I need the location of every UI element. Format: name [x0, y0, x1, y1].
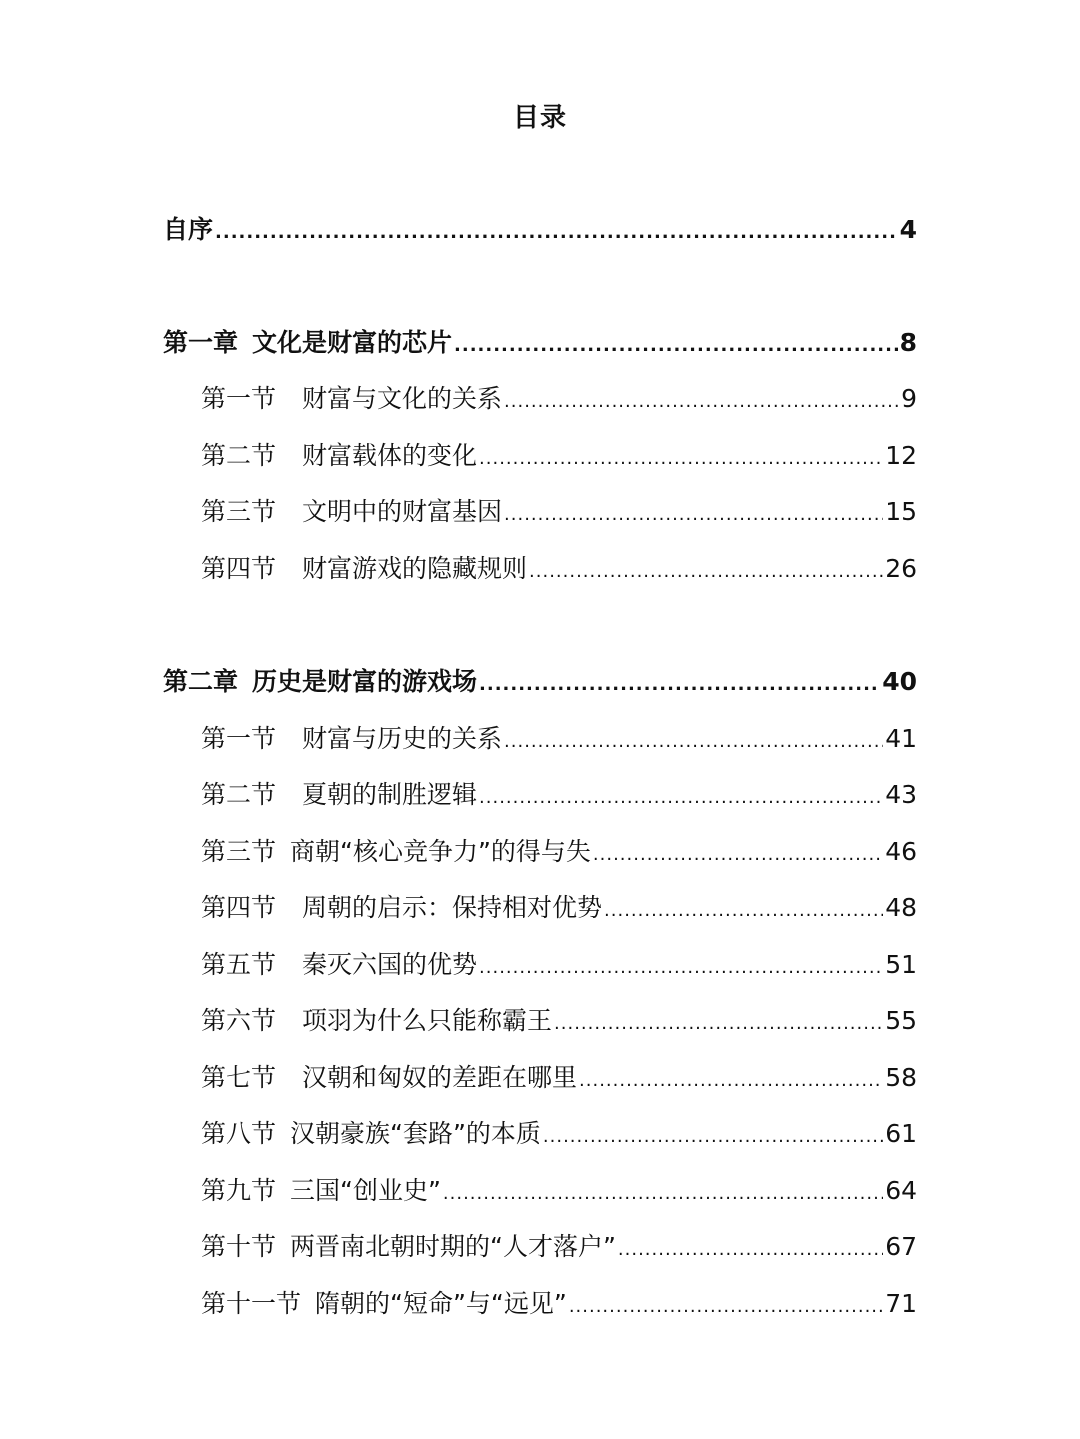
- entry-label: [201, 1227, 616, 1267]
- dot-leader: [618, 1230, 883, 1270]
- page-number: 55: [885, 1006, 917, 1035]
- entry-title: 财富载体的变化: [302, 441, 478, 470]
- toc-entry-section[interactable]: [201, 549, 917, 589]
- toc-entry-chapter-2[interactable]: [163, 662, 917, 702]
- entry-label: [163, 662, 477, 702]
- dot-leader: [569, 1287, 883, 1327]
- page-number: 26: [885, 554, 917, 583]
- entry-label: [163, 210, 213, 250]
- section-number: 第七节: [201, 1063, 277, 1092]
- toc-entry-chapter-1[interactable]: [163, 323, 917, 363]
- toc-entry-section[interactable]: [201, 492, 917, 532]
- toc-entry-section[interactable]: [201, 1171, 917, 1211]
- entry-label: [201, 1001, 552, 1041]
- page-number: 4: [899, 215, 917, 244]
- page-number: 43: [885, 780, 917, 809]
- toc-entry-preface[interactable]: [163, 210, 917, 250]
- page-number: 9: [901, 384, 917, 413]
- dot-leader: [554, 1004, 883, 1044]
- entry-label: [201, 945, 477, 985]
- entry-label: [201, 1171, 441, 1211]
- section-number: 第二节: [201, 441, 277, 470]
- dot-leader: [454, 326, 898, 366]
- page-number: 71: [885, 1289, 917, 1318]
- section-number: 第三节: [201, 837, 277, 866]
- entry-label: [201, 719, 502, 759]
- page-number: 58: [885, 1063, 917, 1092]
- dot-leader: [604, 891, 883, 931]
- toc-entry-section[interactable]: [201, 1114, 917, 1154]
- section-number: 第九节: [201, 1176, 277, 1205]
- dot-leader: [443, 1174, 883, 1214]
- dot-leader: [479, 665, 880, 705]
- toc-entry-section[interactable]: [201, 379, 917, 419]
- section-number: 第一节: [201, 724, 277, 753]
- page-number: 48: [885, 893, 917, 922]
- dot-leader: [579, 1061, 883, 1101]
- entry-title: 财富与文化的关系: [302, 384, 503, 413]
- section-number: 第四节: [201, 554, 277, 583]
- section-number: 第十节: [201, 1232, 277, 1261]
- entry-title: 财富游戏的隐藏规则: [302, 554, 528, 583]
- entry-title: 汉朝和匈奴的差距在哪里: [302, 1063, 578, 1092]
- entry-title: 商朝“核心竞争力”的得与失: [290, 837, 591, 866]
- page-number: 8: [899, 328, 917, 357]
- entry-title: 文明中的财富基因: [302, 497, 503, 526]
- chapter-number: 第二章: [163, 667, 239, 696]
- section-number: 第十一节: [201, 1289, 302, 1318]
- entry-title: 财富与历史的关系: [302, 724, 503, 753]
- entry-label: [201, 1284, 567, 1324]
- entry-label: [201, 1058, 577, 1098]
- page-number: 67: [885, 1232, 917, 1261]
- page-number: 46: [885, 837, 917, 866]
- page-title: 目录: [512, 103, 567, 133]
- toc-entry-section[interactable]: [201, 888, 917, 928]
- page-number: 12: [885, 441, 917, 470]
- toc-entry-section[interactable]: [201, 1284, 917, 1324]
- dot-leader: [479, 778, 883, 818]
- entry-title: 项羽为什么只能称霸王: [302, 1006, 553, 1035]
- page-number: 15: [885, 497, 917, 526]
- page-number: 64: [885, 1176, 917, 1205]
- dot-leader: [479, 439, 883, 479]
- entry-title: 自序: [163, 215, 214, 244]
- page-number: 41: [885, 724, 917, 753]
- section-number: 第六节: [201, 1006, 277, 1035]
- toc-entry-section[interactable]: [201, 945, 917, 985]
- dot-leader: [504, 722, 883, 762]
- page-number: 61: [885, 1119, 917, 1148]
- entry-title: 夏朝的制胜逻辑: [302, 780, 478, 809]
- entry-title: 三国“创业史”: [290, 1176, 441, 1205]
- entry-label: [201, 549, 527, 589]
- dot-leader: [504, 382, 899, 422]
- dot-leader: [593, 835, 883, 875]
- entry-title: 周朝的启示：保持相对优势: [302, 893, 603, 922]
- section-number: 第八节: [201, 1119, 277, 1148]
- entry-title: 汉朝豪族“套路”的本质: [290, 1119, 541, 1148]
- entry-label: [201, 1114, 541, 1154]
- toc-entry-section[interactable]: [201, 1001, 917, 1041]
- entry-title: 隋朝的“短命”与“远见”: [315, 1289, 567, 1318]
- dot-leader: [529, 552, 883, 592]
- page-number: 51: [885, 950, 917, 979]
- toc-entry-section[interactable]: [201, 832, 917, 872]
- section-number: 第四节: [201, 893, 277, 922]
- page-number: 40: [882, 667, 917, 696]
- toc-entry-section[interactable]: [201, 719, 917, 759]
- section-number: 第一节: [201, 384, 277, 413]
- dot-leader: [215, 213, 898, 253]
- entry-label: [201, 832, 591, 872]
- section-number: 第二节: [201, 780, 277, 809]
- toc-entry-section[interactable]: [201, 1227, 917, 1267]
- entry-label: [201, 436, 477, 476]
- entry-label: [201, 775, 477, 815]
- dot-leader: [504, 495, 883, 535]
- entry-title: 文化是财富的芯片: [252, 328, 453, 357]
- entry-label: [201, 379, 502, 419]
- section-number: 第三节: [201, 497, 277, 526]
- entry-label: [201, 492, 502, 532]
- toc-entry-section[interactable]: [201, 436, 917, 476]
- entry-label: [201, 888, 602, 928]
- entry-label: [163, 323, 452, 363]
- entry-title: 历史是财富的游戏场: [252, 667, 478, 696]
- chapter-number: 第一章: [163, 328, 239, 357]
- dot-leader: [543, 1117, 883, 1157]
- toc-entry-section[interactable]: [201, 775, 917, 815]
- section-number: 第五节: [201, 950, 277, 979]
- entry-title: 两晋南北朝时期的“人才落户”: [290, 1232, 616, 1261]
- dot-leader: [479, 948, 883, 988]
- entry-title: 秦灭六国的优势: [302, 950, 478, 979]
- toc-entry-section[interactable]: [201, 1058, 917, 1098]
